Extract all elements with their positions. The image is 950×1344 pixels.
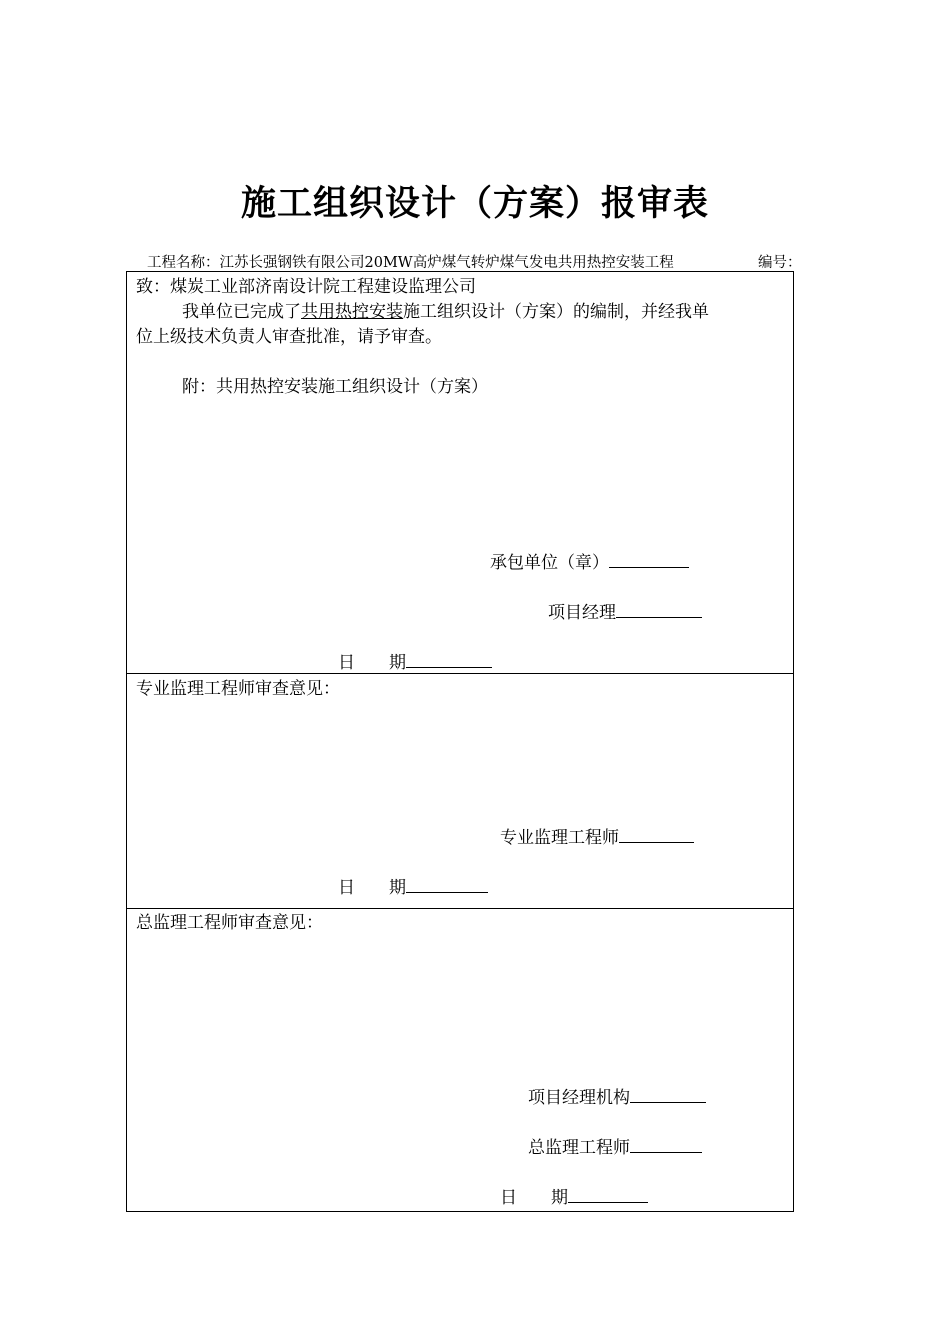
contractor-label: 承包单位（章） (490, 553, 609, 573)
body-underlined: 共用热控安装 (301, 302, 403, 322)
body-line-2: 位上级技术负责人审查批准，请予审查。 (136, 327, 442, 347)
date-2 (338, 875, 488, 899)
chief-signature (528, 1135, 702, 1159)
specialist-heading: 专业监理工程师审查意见： (136, 679, 340, 699)
body-prefix: 我单位已完成了 (182, 302, 301, 322)
pm-label: 项目经理 (548, 603, 616, 623)
specialist-blank[interactable] (619, 825, 694, 843)
pm-blank[interactable] (616, 600, 702, 618)
specialist-signature (500, 825, 694, 849)
body-suffix: 施工组织设计（方案）的编制，并经我单 (403, 302, 709, 322)
project-name: 工程名称：江苏长强钢铁有限公司20MW高炉煤气转炉煤气发电共用热控安装工程 (147, 255, 674, 271)
date-blank-1[interactable] (406, 650, 492, 668)
date-label-3: 日 期 (500, 1188, 568, 1208)
pm-signature (548, 600, 702, 624)
contractor-blank[interactable] (609, 550, 689, 568)
attachment: 附：共用热控安装施工组织设计（方案） (182, 377, 488, 397)
number-label: 编号： (758, 255, 802, 271)
contractor-signature (490, 550, 689, 574)
pm-org-blank[interactable] (630, 1085, 706, 1103)
chief-blank[interactable] (630, 1135, 702, 1153)
form-table (126, 271, 794, 1212)
date-blank-3[interactable] (568, 1185, 648, 1203)
date-blank-2[interactable] (406, 875, 488, 893)
body-line-1 (182, 301, 709, 323)
pm-org-label: 项目经理机构 (528, 1088, 630, 1108)
page-title: 施工组织设计（方案）报审表 (240, 184, 709, 224)
date-3 (500, 1185, 648, 1209)
row-divider-2 (126, 908, 794, 909)
pm-org-signature (528, 1085, 706, 1109)
addressee: 致：煤炭工业部济南设计院工程建设监理公司 (136, 277, 476, 297)
date-label-2: 日 期 (338, 878, 406, 898)
specialist-label: 专业监理工程师 (500, 828, 619, 848)
chief-label: 总监理工程师 (528, 1138, 630, 1158)
date-1 (338, 650, 492, 674)
date-label-1: 日 期 (338, 653, 406, 673)
chief-heading: 总监理工程师审查意见： (136, 913, 323, 933)
